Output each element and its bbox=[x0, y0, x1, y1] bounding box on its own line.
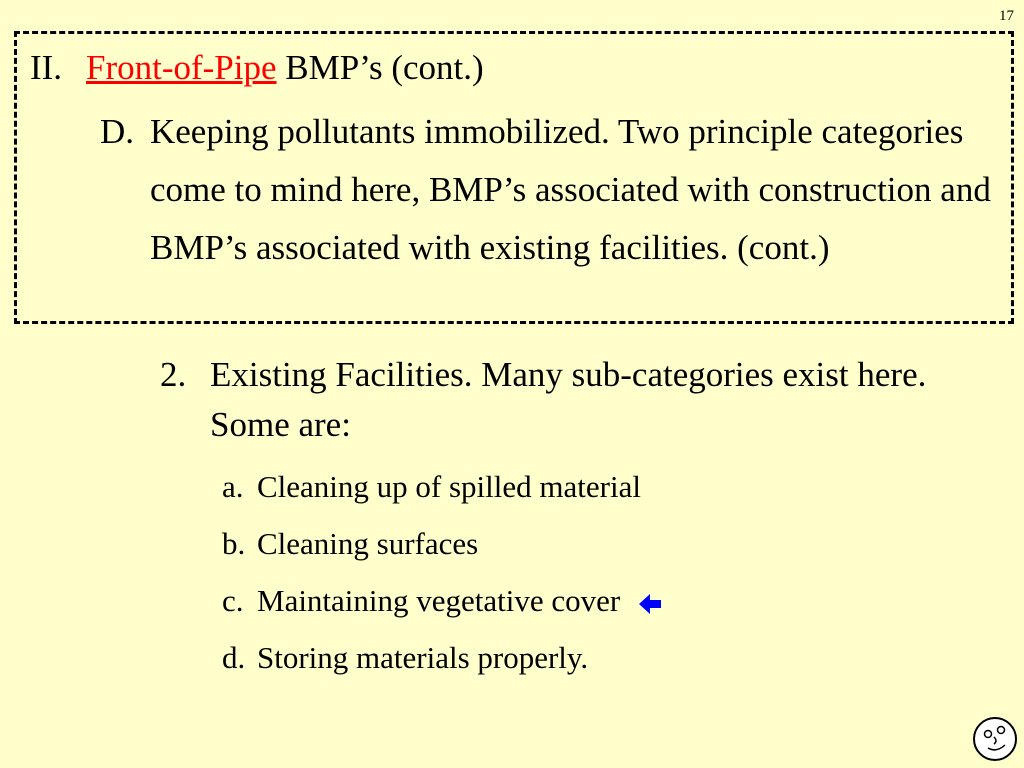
list-item bbox=[222, 462, 662, 519]
smiley-face-icon bbox=[972, 716, 1018, 762]
list-item-marker: b. bbox=[222, 526, 246, 561]
list-item-text: Storing materials properly. bbox=[257, 640, 589, 675]
heading-rest: BMP’s (cont.) bbox=[276, 48, 484, 87]
list-item bbox=[222, 633, 662, 690]
heading-number: II. bbox=[30, 48, 63, 87]
list-item-text: Cleaning up of spilled material bbox=[257, 469, 641, 504]
list-item bbox=[222, 519, 662, 576]
left-arrow-icon bbox=[638, 593, 662, 615]
item-2-marker: 2. bbox=[160, 355, 187, 394]
section-d-text: Keeping pollutants immobilized. Two principle categories come to mind here, BMP’s associated with construction and BMP’s associated with existing facilities. (cont.) bbox=[150, 112, 991, 267]
list-item-marker: c. bbox=[222, 583, 244, 618]
list-item-text: Cleaning surfaces bbox=[257, 526, 479, 561]
slide-heading bbox=[30, 45, 484, 91]
item-2-text: Existing Facilities. Many sub-categories exist here. Some are: bbox=[210, 355, 927, 444]
section-d-marker: D. bbox=[100, 112, 135, 151]
list-item-marker: d. bbox=[222, 640, 246, 675]
list-item bbox=[222, 576, 662, 633]
sub-list bbox=[222, 462, 662, 690]
heading-highlight: Front-of-Pipe bbox=[86, 48, 277, 87]
item-2 bbox=[160, 350, 980, 450]
list-item-marker: a. bbox=[222, 469, 244, 504]
list-item-text: Maintaining vegetative cover bbox=[257, 583, 621, 618]
page-number: 17 bbox=[999, 8, 1014, 24]
section-d bbox=[100, 103, 1010, 277]
